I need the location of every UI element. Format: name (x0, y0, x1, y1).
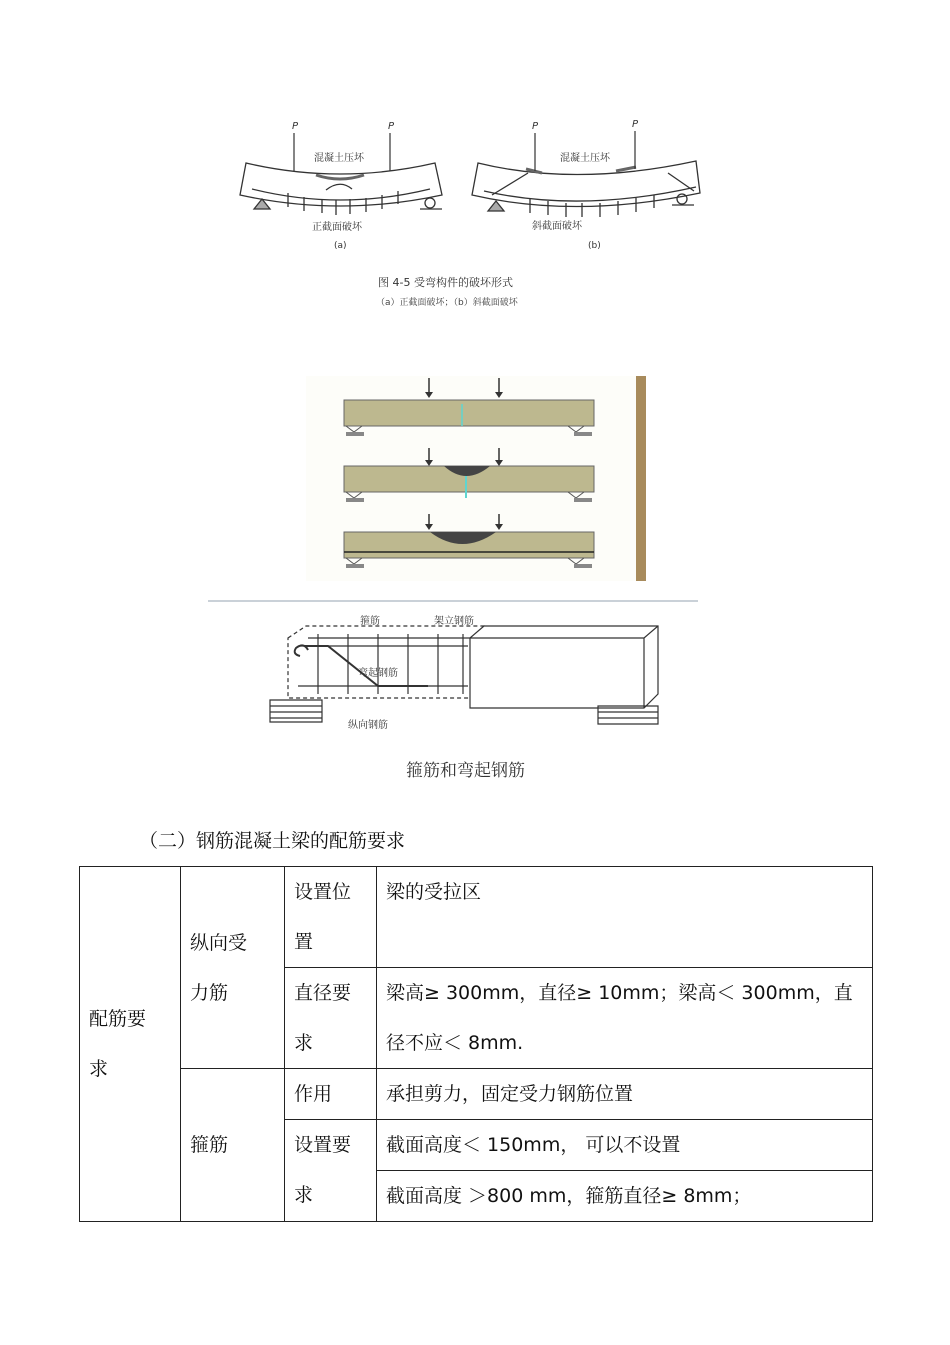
label-a-bottom: 正截面破坏 (312, 222, 362, 233)
label-stirrup: 箍筋 (360, 616, 380, 627)
figure-caption-sub: （a）正截面破坏；（b）斜截面破坏 (376, 298, 518, 308)
label-a-top: 混凝土压坏 (314, 153, 364, 164)
item-diameter: 直径要 求 (285, 968, 377, 1069)
content-diameter: 梁高≥ 300mm，直径≥ 10mm；梁高＜ 300mm，直 径不应＜ 8mm. (377, 968, 873, 1069)
test-beam-3 (344, 514, 594, 568)
rebar-cage (270, 626, 658, 724)
content-setting-a: 截面高度＜ 150mm， 可以不设置 (377, 1120, 873, 1171)
figure-caption-title: 图 4-5 受弯构件的破坏形式 (378, 276, 513, 289)
wood-frame-edge (636, 376, 646, 581)
beam-b (472, 161, 700, 217)
beam-test-illustration (306, 376, 646, 581)
figure-reinforcement (208, 598, 698, 788)
reinforcement-diagram (208, 598, 698, 788)
label-longitudinal-bar: 纵向钢筋 (348, 720, 388, 731)
label-bent-bar: 弯起钢筋 (358, 668, 398, 679)
reinforcement-requirements-table (79, 866, 873, 1222)
figure3-caption: 箍筋和弯起钢筋 (406, 761, 525, 781)
load-p-a-right: P (388, 121, 395, 132)
sub-b: (b) (588, 241, 601, 251)
label-b-top: 混凝土压坏 (560, 153, 610, 164)
figure-failure-modes (230, 115, 639, 315)
group-longitudinal: 纵向受 力筋 (181, 867, 285, 1069)
label-erection-bar: 架立钢筋 (434, 616, 474, 627)
test-beam-2 (344, 448, 594, 502)
load-p-a-left: P (292, 121, 299, 132)
figure-beam-test (306, 376, 646, 581)
category-cell: 配筋要 求 (80, 867, 181, 1222)
test-beam-1 (344, 378, 594, 436)
item-function: 作用 (285, 1069, 377, 1120)
content-function: 承担剪力，固定受力钢筋位置 (377, 1069, 873, 1120)
failure-modes-diagram (230, 115, 639, 315)
sub-a: (a) (334, 241, 347, 251)
item-position: 设置位 置 (285, 867, 377, 968)
load-p-b-left: P (532, 121, 539, 132)
beam-a (240, 163, 442, 215)
content-position: 梁的受拉区 (377, 867, 873, 968)
load-p-b-right: P (632, 119, 639, 130)
item-setting: 设置要 求 (285, 1120, 377, 1222)
content-setting-b: 截面高度 ＞800 mm，箍筋直径≥ 8mm； (377, 1171, 873, 1222)
section-title: （二）钢筋混凝土梁的配筋要求 (139, 830, 406, 852)
label-b-bottom: 斜截面破坏 (532, 221, 582, 232)
group-stirrup: 箍筋 (181, 1069, 285, 1222)
